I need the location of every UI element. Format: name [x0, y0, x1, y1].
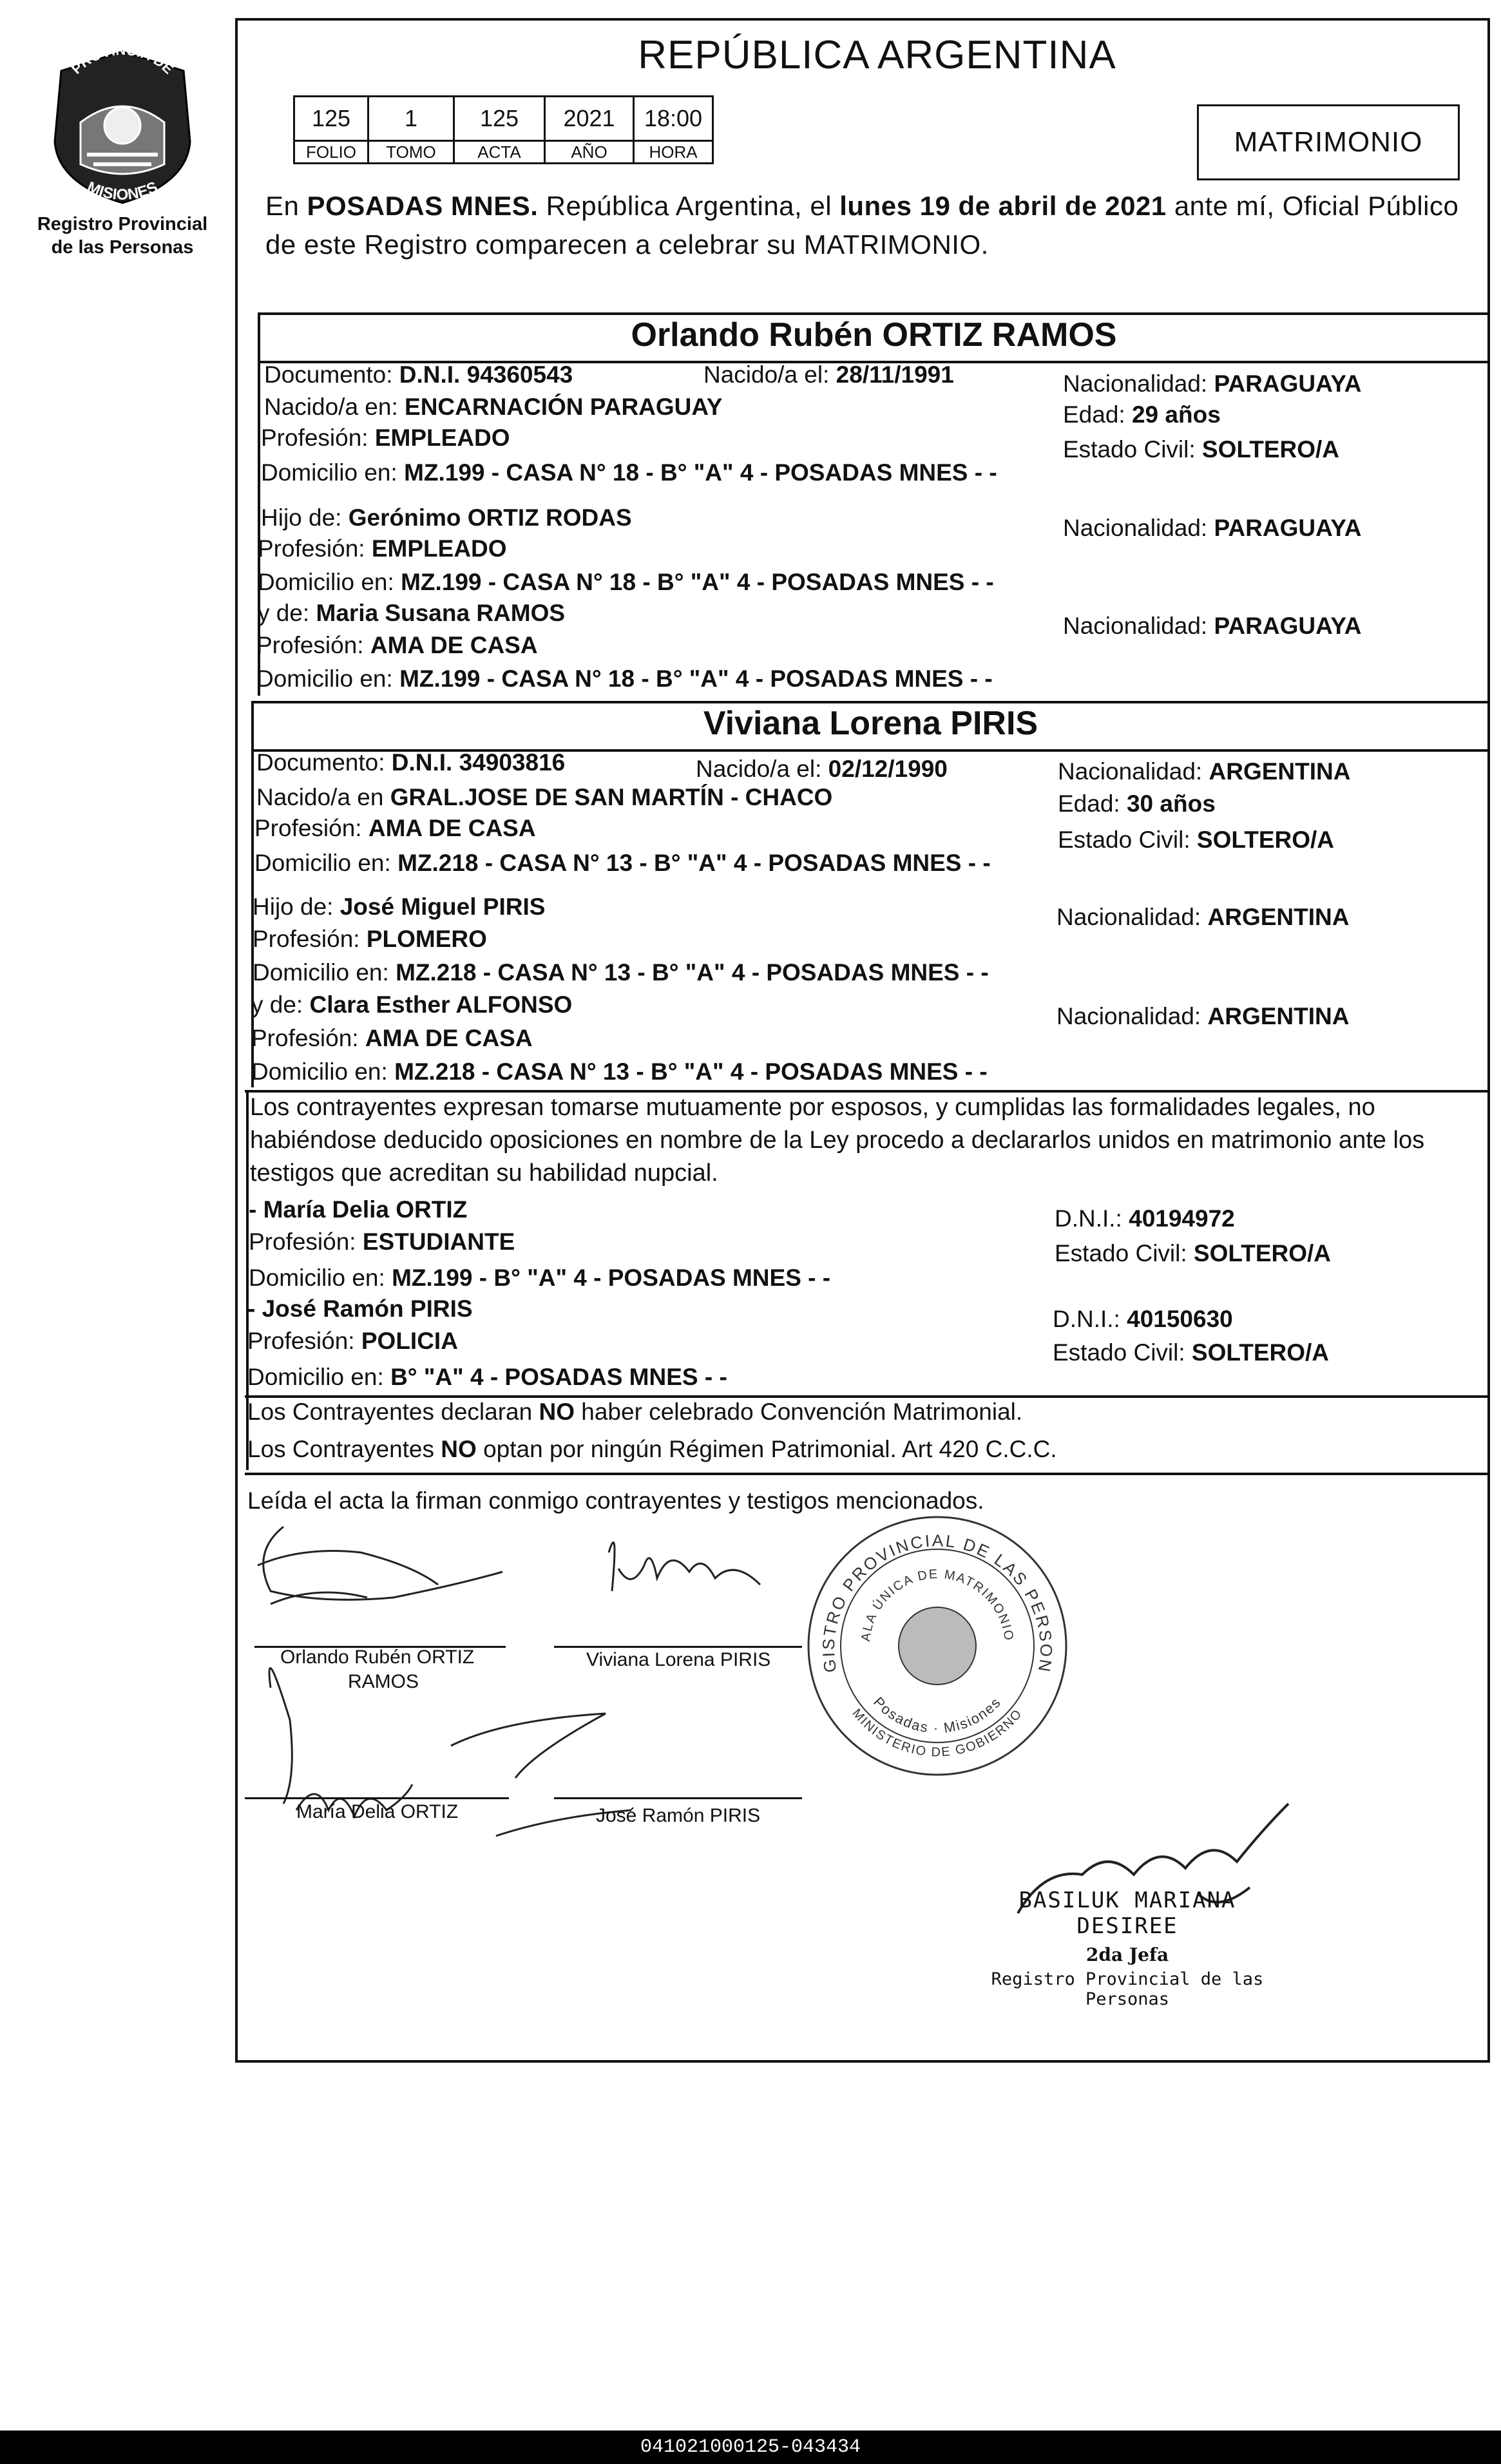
act-header-table	[293, 95, 714, 164]
witness-1-name: - María Delia ORTIZ	[249, 1196, 468, 1223]
signature-line	[554, 1646, 802, 1648]
officer-name: BASILUK MARIANA DESIREE	[1018, 1887, 1236, 1939]
sig-groom-label: Orlando Rubén ORTIZ	[280, 1647, 475, 1668]
sig-bride-label: Viviana Lorena PIRIS	[586, 1649, 771, 1670]
svg-text:REGISTRO PROVINCIAL DE LAS PER: GISTRO PROVINCIAL DE LAS PERSON	[818, 1531, 1056, 1676]
act-type-box: MATRIMONIO	[1197, 104, 1460, 180]
year-label: AÑO	[545, 141, 634, 164]
svg-text:Posadas · Misiones: Posadas · Misiones	[870, 1694, 1004, 1737]
folio-label: FOLIO	[294, 141, 368, 164]
intro-paragraph: En POSADAS MNES. República Argentina, el lunes 19 de abril de 2021 ante mí, Oficial Público de este Registro comparecen a celebrar su MATRIMONIO.	[265, 191, 1459, 260]
sig-witness1-label: María Delia ORTIZ	[296, 1801, 459, 1822]
time-label: HORA	[634, 141, 713, 164]
signature-line	[245, 1797, 509, 1799]
country-title: REPÚBLICA ARGENTINA	[638, 33, 1116, 77]
declaration-text: Los contrayentes expresan tomarse mutuamente por esposos, y cumplidas las formalidades legales, no habiéndose deducido oposiciones en nombre de la Ley procedo a declararlos unidos en matrimonio ante los testigos que acreditan su habilidad nupcial.	[250, 1094, 1425, 1187]
sig-witness2-label: José Ramón PIRIS	[596, 1805, 761, 1826]
tomo-value: 1	[368, 97, 454, 141]
svg-text:MISIONES: MISIONES	[84, 178, 160, 204]
read-statement: Leída el acta la firman conmigo contrayentes y testigos mencionados.	[247, 1487, 984, 1514]
groom-name: Orlando Rubén ORTIZ RAMOS	[631, 316, 1117, 354]
divider	[245, 1473, 1490, 1475]
official-stamp	[799, 1507, 1076, 1784]
sig-groom-label-2: RAMOS	[348, 1671, 419, 1692]
svg-text:SALA ÚNICA DE MATRIMONIOS: ALA ÚNICA DE MATRIMONIO	[859, 1567, 1017, 1643]
svg-text:PROVINCIA DE: PROVINCIA DE	[68, 45, 177, 77]
signature-line	[554, 1797, 802, 1799]
year-value: 2021	[545, 97, 634, 141]
divider	[258, 312, 1490, 315]
divider	[251, 701, 1490, 703]
bride-name: Viviana Lorena PIRIS	[703, 705, 1038, 742]
document-barcode-code: 041021000125-043434	[0, 2431, 1501, 2464]
officer-org: Registro Provincial de las Personas	[991, 1969, 1264, 2009]
folio-value: 125	[294, 97, 368, 141]
time-value: 18:00	[634, 97, 713, 141]
acta-label: ACTA	[454, 141, 545, 164]
tomo-label: TOMO	[368, 141, 454, 164]
svg-text:MINISTERIO DE GOBIERNO: MINISTERIO DE GOBIERNO	[849, 1706, 1026, 1760]
officer-role: 2da Jefa	[1085, 1944, 1169, 1965]
registry-caption: Registro Provincial de las Personas	[37, 214, 208, 258]
officer-block	[966, 1887, 1288, 2009]
acta-value: 125	[454, 97, 545, 141]
witness-2-name: - José Ramón PIRIS	[247, 1295, 473, 1322]
